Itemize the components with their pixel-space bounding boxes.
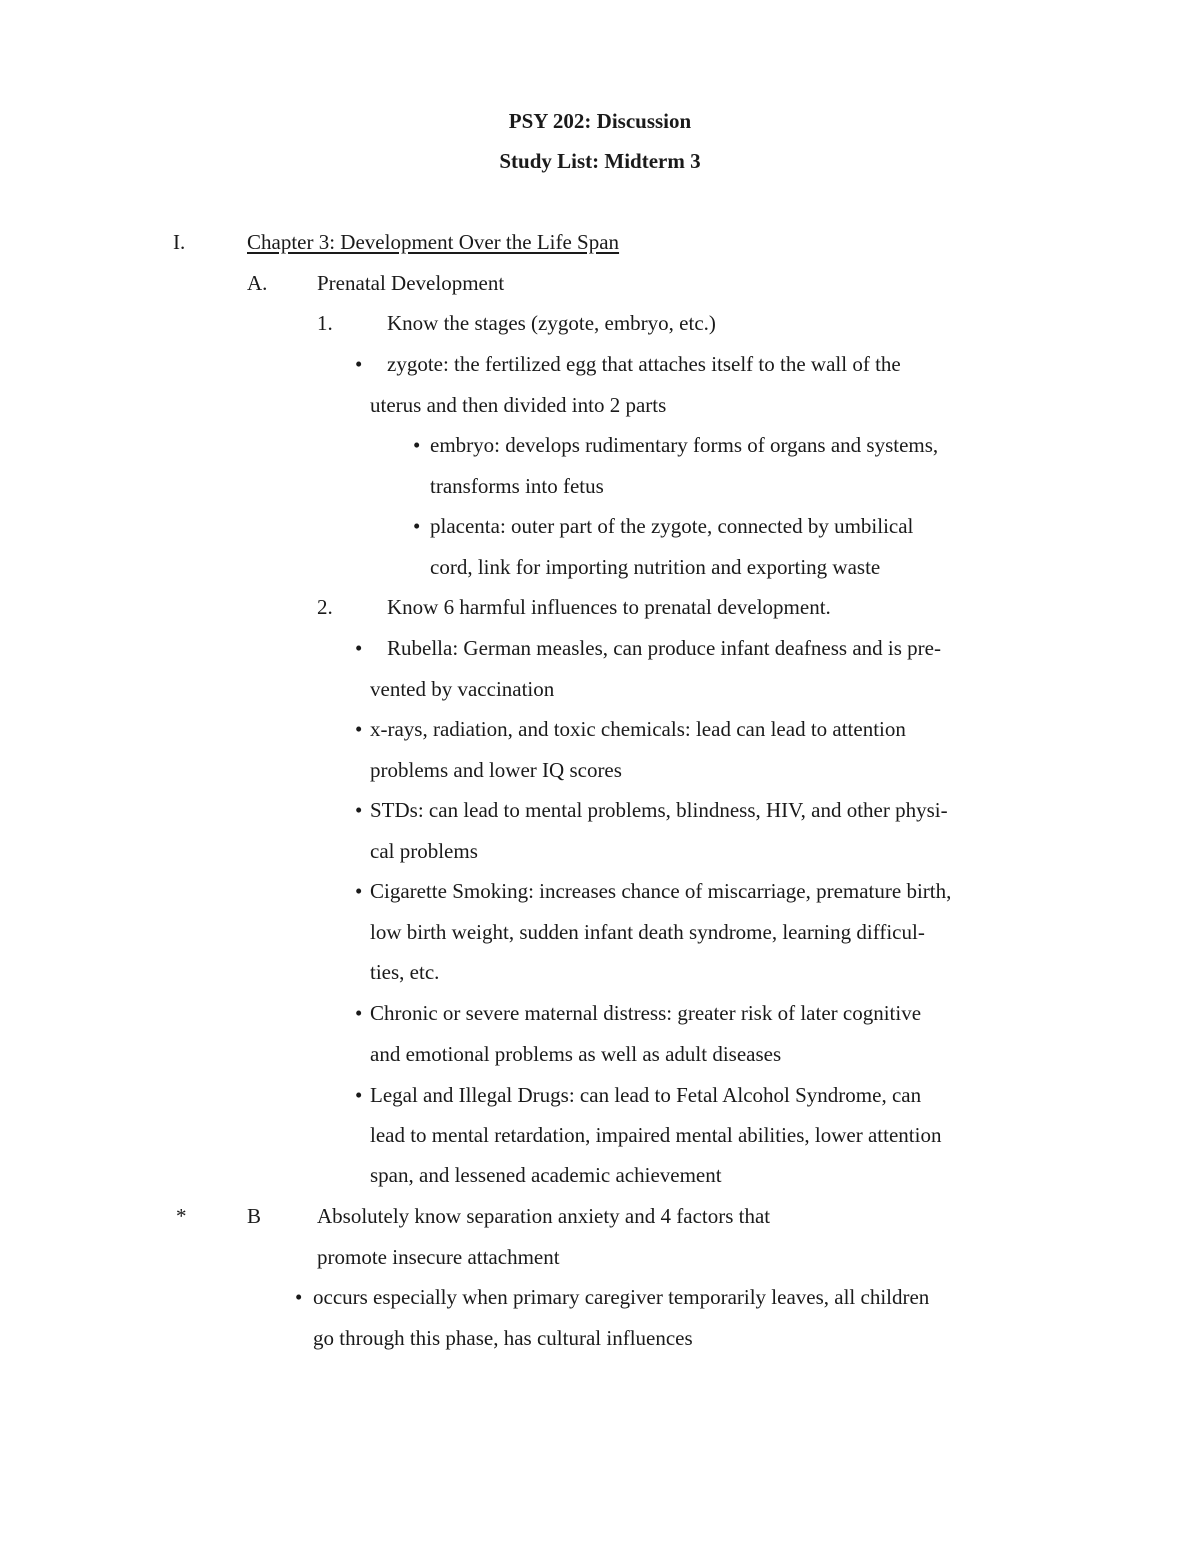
- bullet-text: x-rays, radiation, and toxic chemicals: lead can lead to attention: [370, 717, 906, 741]
- bullet-text-cont: transforms into fetus: [430, 474, 604, 498]
- bullet-text-cont: problems and lower IQ scores: [370, 758, 622, 782]
- bullet-text-cont: cord, link for importing nutrition and exporting waste: [430, 555, 881, 579]
- subitem-marker: 1.: [317, 311, 333, 335]
- bullet-glyph: •: [355, 352, 363, 376]
- subitem-marker: 2.: [317, 595, 333, 619]
- bullet-text: STDs: can lead to mental problems, blindness, HIV, and other physi-: [370, 798, 948, 822]
- bullet-text-cont: go through this phase, has cultural influences: [313, 1326, 693, 1350]
- bullet-glyph: •: [355, 636, 363, 660]
- bullet-text-cont: uterus and then divided into 2 parts: [370, 393, 667, 417]
- bullet-text-cont: and emotional problems as well as adult diseases: [370, 1042, 782, 1066]
- bullet-glyph: •: [355, 798, 363, 822]
- bullet-text-cont: span, and lessened academic achievement: [370, 1163, 722, 1187]
- bullet-text-cont: cal problems: [370, 839, 478, 863]
- bullet-text-cont: low birth weight, sudden infant death syndrome, learning difficul-: [370, 920, 925, 944]
- bullet-text: zygote: the fertilized egg that attaches itself to the wall of the: [387, 352, 901, 376]
- bullet-glyph: •: [355, 879, 363, 903]
- subitem-label: Know the stages (zygote, embryo, etc.): [387, 311, 716, 335]
- star-marker: *: [176, 1204, 187, 1228]
- document-subtitle: Study List: Midterm 3: [499, 149, 701, 173]
- section-marker: I.: [173, 230, 186, 254]
- item-label: Prenatal Development: [317, 271, 505, 295]
- bullet-text: Chronic or severe maternal distress: greater risk of later cognitive: [370, 1001, 922, 1025]
- bullet-glyph: •: [413, 433, 421, 457]
- bullet-glyph: •: [355, 1001, 363, 1025]
- item-marker: A.: [247, 271, 268, 295]
- subitem-label: Know 6 harmful influences to prenatal development.: [387, 595, 831, 619]
- bullet-text-cont: lead to mental retardation, impaired mental abilities, lower attention: [370, 1123, 942, 1147]
- bullet-glyph: •: [355, 717, 363, 741]
- item-label-cont: promote insecure attachment: [317, 1245, 560, 1269]
- bullet-glyph: •: [355, 1083, 363, 1107]
- bullet-text: Cigarette Smoking: increases chance of miscarriage, premature birth,: [370, 879, 952, 903]
- bullet-text: embryo: develops rudimentary forms of organs and systems,: [430, 433, 939, 457]
- bullet-text: occurs especially when primary caregiver temporarily leaves, all children: [313, 1285, 930, 1309]
- bullet-text: Rubella: German measles, can produce infant deafness and is pre-: [387, 636, 941, 660]
- item-marker: B: [247, 1204, 262, 1228]
- item-label: Absolutely know separation anxiety and 4 factors that: [317, 1204, 771, 1228]
- section-heading: Chapter 3: Development Over the Life Span: [247, 230, 620, 254]
- bullet-text: Legal and Illegal Drugs: can lead to Fetal Alcohol Syndrome, can: [370, 1083, 922, 1107]
- bullet-text-cont: vented by vaccination: [370, 677, 555, 701]
- bullet-text-cont: ties, etc.: [370, 960, 440, 984]
- bullet-glyph: •: [295, 1285, 303, 1309]
- document-title: PSY 202: Discussion: [508, 109, 692, 133]
- bullet-glyph: •: [413, 514, 421, 538]
- bullet-text: placenta: outer part of the zygote, connected by umbilical: [430, 514, 914, 538]
